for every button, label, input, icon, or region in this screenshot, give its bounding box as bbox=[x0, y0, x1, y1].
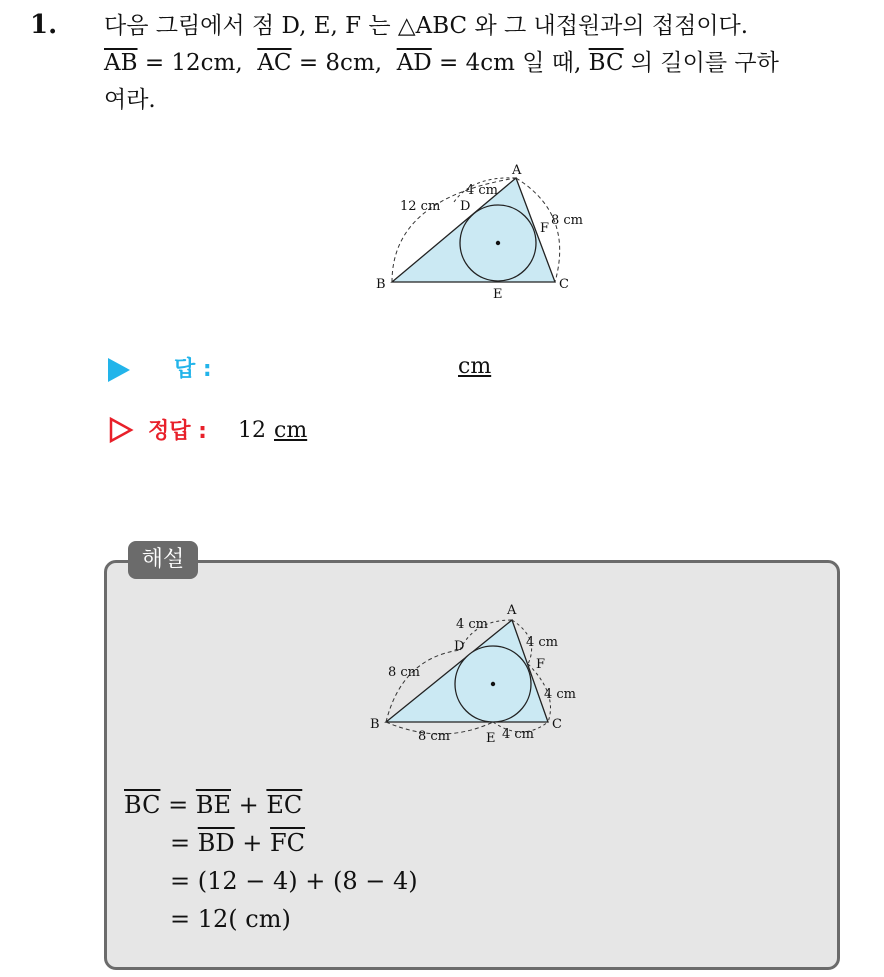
eq-expr: (12 − 4) + (8 − 4) bbox=[197, 867, 418, 895]
length-ad: 4 cm bbox=[466, 183, 499, 198]
sol-label-e: E bbox=[486, 731, 496, 746]
answer-arrow-icon bbox=[108, 358, 130, 382]
eq-bc: $\overline{BC}$ bbox=[124, 791, 161, 819]
eq-plus: + bbox=[238, 791, 259, 819]
solution-line-1 bbox=[124, 786, 302, 824]
eq-be: $\overline{BE}$ bbox=[195, 791, 231, 819]
correct-answer-value: 12 bbox=[238, 418, 266, 443]
length-ab: 12 cm bbox=[400, 199, 441, 214]
sol-length-fc: 4 cm bbox=[544, 687, 577, 702]
label-f: F bbox=[540, 221, 550, 236]
solution-line-3 bbox=[170, 862, 418, 900]
question-text bbox=[104, 8, 874, 119]
correct-answer-unit: cm bbox=[274, 418, 308, 443]
eq-result: 12( cm) bbox=[197, 905, 291, 933]
sol-length-bd: 8 cm bbox=[388, 665, 421, 680]
label-a: A bbox=[512, 163, 522, 178]
sol-label-a: A bbox=[507, 603, 517, 618]
sol-length-ec: 4 cm bbox=[502, 727, 535, 742]
solution-figure bbox=[362, 598, 602, 748]
question-line-2 bbox=[104, 45, 874, 82]
eq-ab: = 12cm, bbox=[137, 50, 243, 76]
eq-ac: = 8cm, bbox=[291, 50, 383, 76]
question-line-3: 여라. bbox=[104, 87, 156, 113]
eq-plus: + bbox=[242, 829, 263, 857]
label-c: C bbox=[559, 277, 569, 292]
answer-unit: cm bbox=[458, 354, 492, 379]
segment-ab: $\overline{AB}$ bbox=[104, 50, 138, 76]
sol-label-d: D bbox=[454, 639, 465, 654]
sol-label-f: F bbox=[536, 657, 546, 672]
solution-line-2 bbox=[170, 824, 305, 862]
label-d: D bbox=[460, 199, 471, 214]
sol-length-af: 4 cm bbox=[526, 635, 559, 650]
eq-op: = bbox=[170, 867, 191, 895]
triangle-figure bbox=[362, 158, 602, 298]
eq-fc: $\overline{FC}$ bbox=[270, 829, 306, 857]
segment-bc: $\overline{BC}$ bbox=[588, 50, 624, 76]
solution-line-4 bbox=[170, 900, 291, 938]
eq-op: = bbox=[170, 829, 191, 857]
correct-arrow-icon bbox=[108, 416, 134, 444]
length-ac: 8 cm bbox=[551, 213, 584, 228]
question-tail: 의 길이를 구하 bbox=[623, 50, 779, 76]
label-e: E bbox=[493, 287, 503, 298]
answer-label: 답 : bbox=[174, 357, 212, 382]
solution-incenter-dot bbox=[491, 682, 495, 686]
segment-ad: $\overline{AD}$ bbox=[396, 50, 432, 76]
answer-row bbox=[108, 350, 608, 390]
eq-ad: = 4cm 일 때, bbox=[431, 50, 589, 76]
question-line-1: 다음 그림에서 점 D, E, F 는 △ABC 와 그 내접원과의 접점이다. bbox=[104, 13, 749, 39]
correct-answer-row bbox=[108, 412, 508, 452]
sol-label-c: C bbox=[552, 717, 562, 732]
label-b: B bbox=[376, 277, 386, 292]
eq-op: = bbox=[168, 791, 189, 819]
eq-bd: $\overline{BD}$ bbox=[197, 829, 235, 857]
sol-label-b: B bbox=[370, 717, 380, 732]
incenter-dot bbox=[496, 241, 500, 245]
sol-length-ad: 4 cm bbox=[456, 617, 489, 632]
sol-length-be: 8 cm bbox=[418, 729, 451, 744]
segment-ac: $\overline{AC}$ bbox=[257, 50, 292, 76]
eq-ec: $\overline{EC}$ bbox=[266, 791, 303, 819]
solution-tag: 해설 bbox=[128, 541, 198, 579]
question-number: 1. bbox=[30, 10, 58, 40]
correct-answer-label: 정답 : bbox=[148, 419, 207, 444]
eq-op: = bbox=[170, 905, 191, 933]
